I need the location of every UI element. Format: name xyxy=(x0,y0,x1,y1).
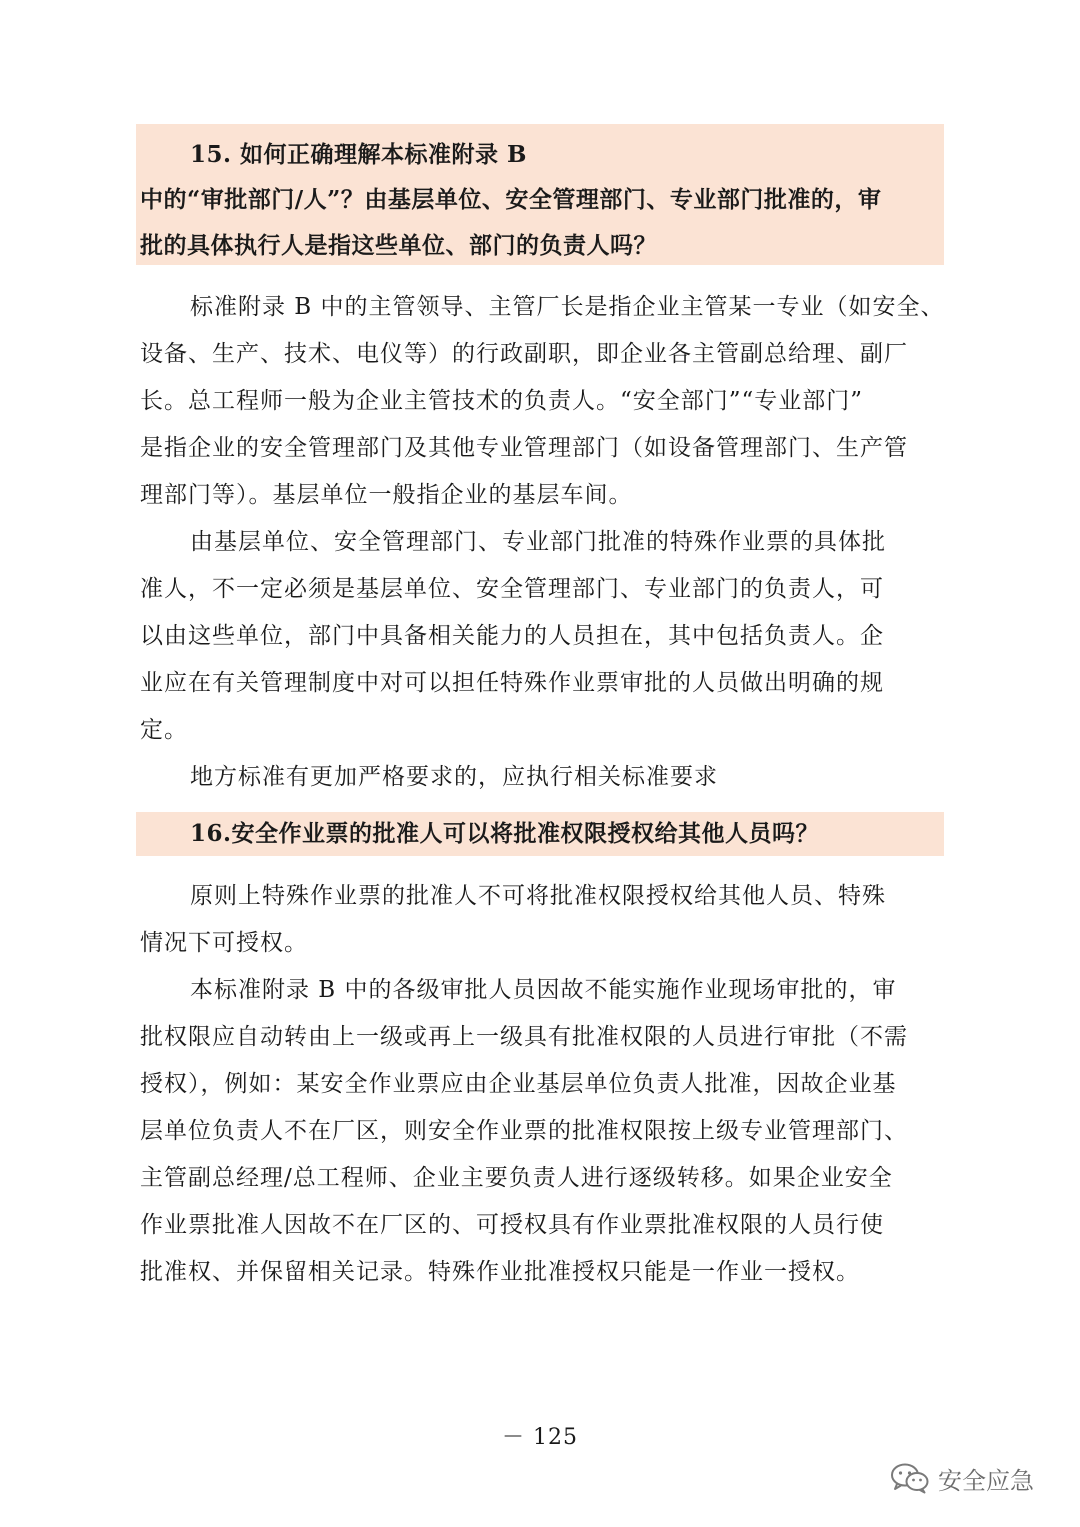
answer-16-p2-line: 授权），例如：某安全作业票应由企业基层单位负责人批准，因故企业基 xyxy=(140,1071,897,1097)
answer-16-p2-line: 批准权、并保留相关记录。特殊作业批准授权只能是一作业一授权。 xyxy=(140,1259,860,1285)
question-15-line-2: 中的“审批部门/人”？由基层单位、安全管理部门、专业部门批准的，审 xyxy=(140,186,882,213)
answer-15-p1-line: 长。总工程师一般为企业主管技术的负责人。“安全部门”“专业部门” xyxy=(140,388,864,414)
answer-16-p1-line: 情况下可授权。 xyxy=(140,930,308,956)
answer-15-p2-line: 准人，不一定必须是基层单位、安全管理部门、专业部门的负责人，可 xyxy=(140,576,884,602)
answer-15-p1-line: 设备、生产、技术、电仪等）的行政副职，即企业各主管副总给理、副厂 xyxy=(140,341,908,367)
answer-16-p2-line: 作业票批准人因故不在厂区的、可授权具有作业票批准权限的人员行使 xyxy=(140,1212,884,1238)
answer-15-p2-line: 业应在有关管理制度中对可以担任特殊作业票审批的人员做出明确的规 xyxy=(140,670,884,696)
watermark xyxy=(890,1458,1034,1498)
watermark-text: 安全应急 xyxy=(938,1466,1034,1495)
answer-16-p2-line: 主管副总经理/总工程师、企业主要负责人进行逐级转移。如果企业安全 xyxy=(140,1165,893,1191)
answer-15-p2-line: 由基层单位、安全管理部门、专业部门批准的特殊作业票的具体批 xyxy=(190,529,886,555)
answer-15-p1-line: 是指企业的安全管理部门及其他专业管理部门（如设备管理部门、生产管 xyxy=(140,435,908,461)
answer-16-p2-line: 批权限应自动转由上一级或再上一级具有批准权限的人员进行审批（不需 xyxy=(140,1024,908,1050)
answer-15-p2-line: 定。 xyxy=(140,717,188,743)
answer-15-p1-line: 标准附录 B 中的主管领导、主管厂长是指企业主管某一专业（如安全、 xyxy=(190,294,945,320)
answer-16-p1-line: 原则上特殊作业票的批准人不可将批准权限授权给其他人员、特殊 xyxy=(190,883,886,909)
answer-15-p3-line: 地方标准有更加严格要求的，应执行相关标准要求 xyxy=(190,764,718,790)
wechat-icon xyxy=(890,1462,930,1494)
page-number: － 125 xyxy=(502,1425,578,1450)
question-16-line-1: 16.安全作业票的批准人可以将批准权限授权给其他人员吗？ xyxy=(190,820,820,847)
answer-16-p2-line: 层单位负责人不在厂区，则安全作业票的批准权限按上级专业管理部门、 xyxy=(140,1118,908,1144)
question-15-line-1: 15. 如何正确理解本标准附录 B xyxy=(190,141,527,168)
answer-15-p1-line: 理部门等）。基层单位一般指企业的基层车间。 xyxy=(140,482,633,508)
answer-16-p2-line: 本标准附录 B 中的各级审批人员因故不能实施作业现场审批的，审 xyxy=(190,977,897,1003)
answer-15-p2-line: 以由这些单位，部门中具备相关能力的人员担在，其中包括负责人。企 xyxy=(140,623,884,649)
question-15-line-3: 批的具体执行人是指这些单位、部门的负责人吗？ xyxy=(140,232,657,259)
